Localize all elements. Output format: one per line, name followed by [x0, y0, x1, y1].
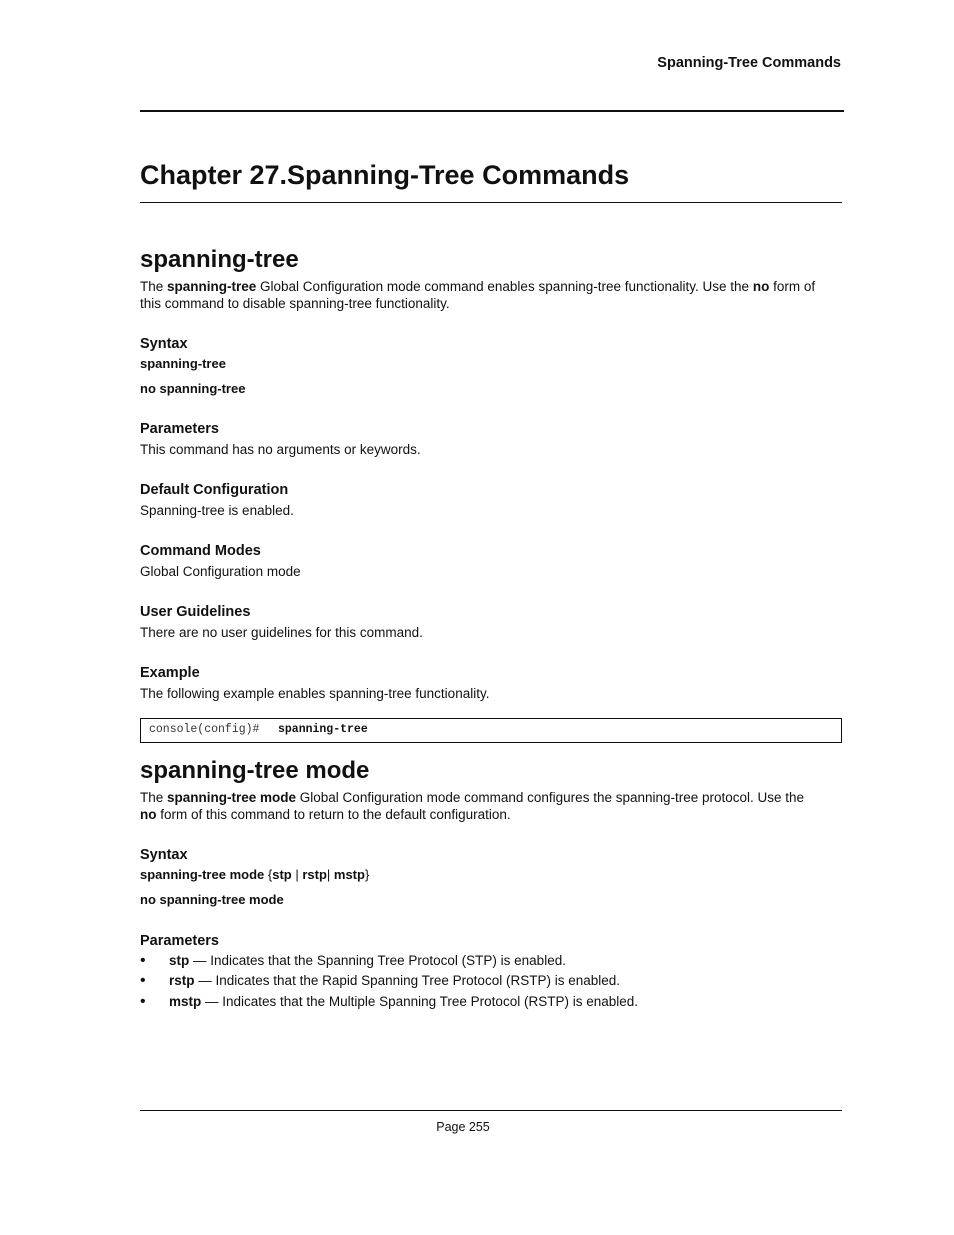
code-command: spanning-tree — [278, 723, 368, 736]
section-title-spanning-tree-mode: spanning-tree mode — [140, 757, 370, 784]
syntax-no-command: no spanning-tree — [140, 381, 246, 396]
syntax-separator: | — [326, 867, 334, 882]
intro-text-line2: this command to disable spanning-tree functionality. — [140, 296, 450, 311]
syntax-option: mstp — [333, 867, 365, 882]
intro-text: form of this command to return to the default configuration. — [156, 807, 511, 822]
intro-keyword: no — [140, 807, 157, 822]
page-number: Page 255 — [436, 1120, 490, 1134]
intro-keyword: no — [752, 279, 770, 294]
param-desc: — Indicates that the Multiple Spanning Tree Protocol (RSTP) is enabled. — [201, 994, 638, 1009]
param-term: mstp — [169, 994, 202, 1009]
code-prompt: console(config)# — [149, 723, 260, 736]
param-term: rstp — [169, 973, 195, 988]
bullet-icon: • — [140, 993, 146, 1010]
syntax-option: rstp — [302, 867, 327, 882]
code-example-box — [140, 718, 842, 743]
example-heading: Example — [140, 665, 200, 681]
param-term: stp — [169, 953, 190, 968]
syntax-brace: { — [264, 867, 273, 882]
bullet-icon: • — [140, 952, 146, 969]
parameters-heading: Parameters — [140, 421, 219, 437]
chapter-rule — [140, 202, 842, 203]
syntax-option: stp — [272, 867, 292, 882]
header-rule — [140, 110, 844, 112]
syntax-no-command: no spanning-tree mode — [140, 892, 284, 907]
intro-text: The — [140, 790, 168, 805]
syntax-command: spanning-tree — [140, 356, 226, 371]
user-guidelines-text: There are no user guidelines for this command. — [140, 625, 423, 640]
syntax-separator: | — [291, 867, 303, 882]
syntax-command-line — [140, 867, 369, 882]
parameters-heading: Parameters — [140, 933, 219, 949]
param-desc: — Indicates that the Rapid Spanning Tree Protocol (RSTP) is enabled. — [194, 973, 620, 988]
default-config-heading: Default Configuration — [140, 482, 289, 498]
default-config-text: Spanning-tree is enabled. — [140, 503, 294, 518]
param-desc: — Indicates that the Spanning Tree Protocol (STP) is enabled. — [189, 953, 566, 968]
footer-rule — [140, 1110, 842, 1111]
command-modes-heading: Command Modes — [140, 543, 261, 559]
intro-text: The — [140, 279, 168, 294]
section2-intro — [140, 789, 850, 823]
chapter-title: Chapter 27.Spanning-Tree Commands — [140, 160, 630, 190]
example-text: The following example enables spanning-tree functionality. — [140, 686, 490, 701]
running-header: Spanning-Tree Commands — [657, 55, 841, 71]
intro-text: Global Configuration mode command configures the spanning-tree protocol. Use the — [296, 790, 805, 805]
command-modes-text: Global Configuration mode — [140, 564, 301, 579]
syntax-command: spanning-tree mode — [140, 867, 265, 882]
section1-intro — [140, 278, 850, 312]
syntax-heading: Syntax — [140, 336, 188, 352]
syntax-heading: Syntax — [140, 847, 188, 863]
intro-text: Global Configuration mode command enables spanning-tree functionality. Use the — [256, 279, 753, 294]
bullet-icon: • — [140, 972, 146, 989]
parameters-text: This command has no arguments or keywords. — [140, 442, 421, 457]
section-title-spanning-tree: spanning-tree — [140, 246, 299, 273]
intro-keyword: spanning-tree mode — [167, 790, 297, 805]
intro-keyword: spanning-tree — [167, 279, 257, 294]
intro-text: form of — [769, 279, 816, 294]
syntax-brace: } — [364, 867, 370, 882]
user-guidelines-heading: User Guidelines — [140, 604, 251, 620]
